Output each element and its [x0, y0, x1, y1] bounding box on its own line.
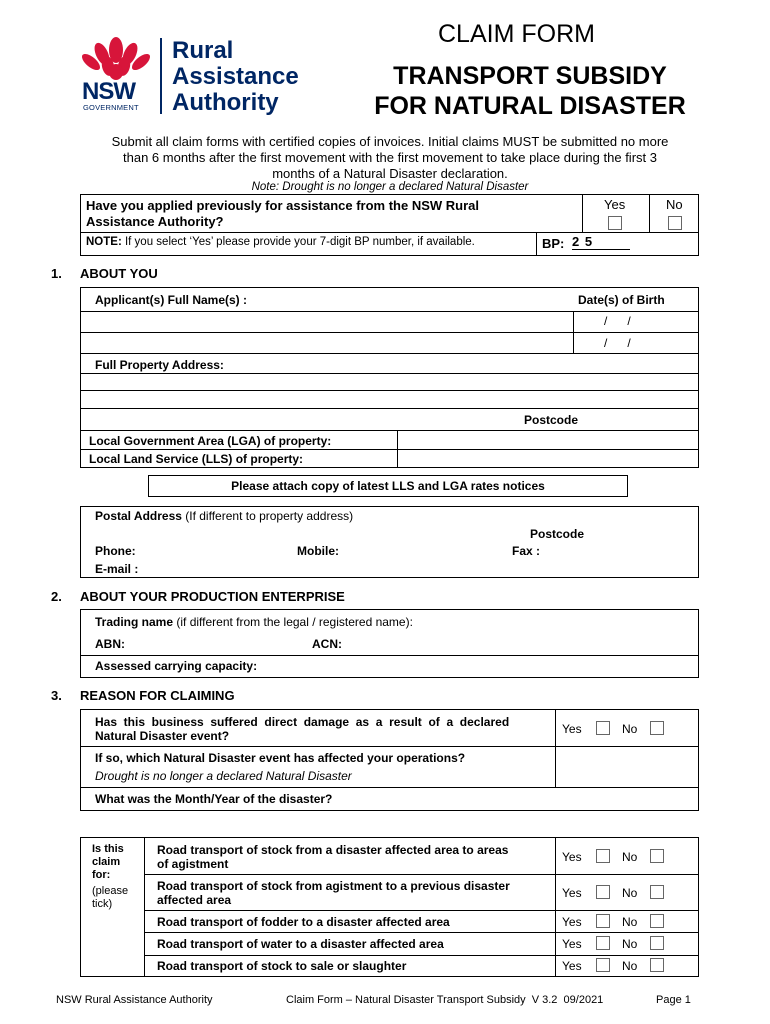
damage-question-line1: Has this business suffered direct damage as a result of a declared	[95, 715, 510, 729]
postal-postcode-label: Postcode	[530, 527, 585, 541]
footer-center: Claim Form – Natural Disaster Transport Subsidy V 3.2 09/2021	[286, 994, 604, 1006]
claim-item-3-yes-checkbox[interactable]	[596, 914, 610, 928]
property-postcode-field[interactable]	[584, 410, 696, 429]
claim-item-4-yes-checkbox[interactable]	[596, 936, 610, 950]
month-year-question: What was the Month/Year of the disaster?	[95, 792, 333, 806]
prior-note	[86, 236, 475, 248]
section-1-number: 1.	[51, 266, 62, 281]
claim-item-1-no-label: No	[622, 850, 638, 864]
claim-item-1-line2: of agistment	[157, 857, 229, 871]
damage-question-line2: Natural Disaster event?	[95, 729, 230, 743]
which-event-field[interactable]	[556, 747, 698, 787]
attach-notice-text: Please attach copy of latest LLS and LGA rates notices	[231, 479, 545, 493]
prior-no-checkbox[interactable]	[668, 216, 682, 230]
divider	[536, 232, 537, 256]
claim-item-3-no-label: No	[622, 915, 638, 929]
claim-item-4-yes-label: Yes	[562, 937, 582, 951]
trading-name-strong: Trading name	[95, 615, 174, 629]
claim-item-5-no-checkbox[interactable]	[650, 958, 664, 972]
drought-note: Drought is no longer a declared Natural Disaster	[95, 769, 352, 783]
form-title-line1: TRANSPORT SUBSIDY	[393, 62, 667, 90]
claim-item-1-yes-label: Yes	[562, 850, 582, 864]
claim-label-line1: Is this	[92, 843, 124, 855]
claim-type-label	[92, 843, 128, 911]
claim-item-3-yes-label: Yes	[562, 915, 582, 929]
claim-item-3-no-checkbox[interactable]	[650, 914, 664, 928]
divider	[555, 837, 556, 977]
divider	[582, 194, 583, 232]
applicant-name-label: Applicant(s) Full Name(s) :	[95, 293, 248, 307]
phone-label: Phone:	[95, 544, 136, 558]
postal-address-field[interactable]	[81, 524, 521, 542]
nsw-government-logo	[78, 36, 328, 116]
postal-label	[95, 509, 353, 523]
footer-page-number: Page 1	[656, 994, 691, 1006]
claim-item-1	[157, 843, 508, 871]
prior-question-line1: Have you applied previously for assistance from the NSW Rural	[86, 198, 479, 213]
postal-label-strong: Postal Address	[95, 509, 182, 523]
carrying-capacity-label: Assessed carrying capacity:	[95, 659, 258, 673]
logo-org-line3: Authority	[172, 89, 279, 116]
claim-label-line5: tick)	[92, 898, 113, 910]
lls-label: Local Land Service (LLS) of property:	[89, 452, 304, 466]
section-2-title: ABOUT YOUR PRODUCTION ENTERPRISE	[80, 589, 345, 604]
divider	[649, 194, 650, 232]
property-address-label: Full Property Address:	[95, 358, 224, 372]
divider	[80, 787, 699, 788]
claim-label-line4: (please	[92, 885, 129, 897]
property-postcode-label: Postcode	[524, 413, 579, 427]
property-address-field-1[interactable]	[81, 374, 698, 390]
acn-label: ACN:	[312, 637, 342, 651]
claim-item-1-yes-checkbox[interactable]	[596, 849, 610, 863]
claim-item-5: Road transport of stock to sale or slaughter	[157, 959, 407, 973]
claim-form-heading: CLAIM FORM	[438, 20, 595, 48]
prior-note-label: NOTE:	[86, 236, 122, 248]
lls-field[interactable]	[398, 450, 698, 467]
section-3-number: 3.	[51, 688, 62, 703]
mobile-label: Mobile:	[297, 544, 339, 558]
which-event-question: If so, which Natural Disaster event has affected your operations?	[95, 751, 466, 765]
divider	[144, 932, 699, 933]
damage-no-label: No	[622, 722, 638, 736]
logo-divider	[160, 38, 162, 114]
claim-item-1-line1: Road transport of stock from a disaster affected area to areas	[157, 843, 509, 857]
dob-label: Date(s) of Birth	[578, 293, 665, 307]
abn-label: ABN:	[95, 637, 125, 651]
intro-line2: than 6 months after the first movement with the first movement to take place during the first 3	[123, 150, 657, 165]
divider	[144, 910, 699, 911]
divider	[80, 232, 699, 233]
claim-item-4-no-label: No	[622, 937, 638, 951]
damage-no-checkbox[interactable]	[650, 721, 664, 735]
divider	[80, 655, 699, 656]
claim-item-5-yes-checkbox[interactable]	[596, 958, 610, 972]
form-title-line2: FOR NATURAL DISASTER	[374, 92, 686, 120]
damage-yes-label: Yes	[562, 722, 582, 736]
intro-line3: months of a Natural Disaster declaration.	[272, 166, 508, 181]
intro-note: Note: Drought is no longer a declared Natural Disaster	[251, 181, 529, 193]
claim-item-4: Road transport of water to a disaster affected area	[157, 937, 444, 951]
divider	[80, 408, 699, 409]
dob-field-1[interactable]: / /	[604, 314, 631, 328]
claim-item-2-no-label: No	[622, 886, 638, 900]
section-1-title: ABOUT YOU	[80, 266, 158, 281]
prior-yes-label: Yes	[604, 197, 626, 212]
lga-field[interactable]	[398, 431, 698, 449]
fax-label: Fax :	[512, 544, 541, 558]
claim-item-2-yes-checkbox[interactable]	[596, 885, 610, 899]
dob-field-2[interactable]: / /	[604, 336, 631, 350]
section-3-title: REASON FOR CLAIMING	[80, 688, 235, 703]
trading-name-hint: (if different from the legal / registered name):	[173, 615, 413, 629]
claim-item-2-line2: affected area	[157, 893, 232, 907]
property-address-field-2[interactable]	[81, 391, 698, 407]
email-label: E-mail :	[95, 562, 139, 576]
claim-item-5-no-label: No	[622, 959, 638, 973]
intro-line1: Submit all claim forms with certified copies of invoices. Initial claims MUST be submitted no more	[111, 134, 669, 149]
prior-no-label: No	[666, 197, 683, 212]
intro-text	[40, 134, 740, 182]
applicant-name-field-1[interactable]	[81, 312, 572, 332]
bp-number-field[interactable]	[572, 234, 630, 250]
claim-item-2-no-checkbox[interactable]	[650, 885, 664, 899]
logo-nsw: NSW	[82, 78, 135, 105]
waratah-icon	[80, 36, 152, 80]
claim-label-line2: claim	[92, 856, 121, 868]
logo-org-line1: Rural	[172, 37, 234, 64]
trading-name-label	[95, 615, 413, 629]
postal-label-hint: (If different to property address)	[181, 509, 354, 523]
divider	[144, 955, 699, 956]
divider	[80, 353, 699, 354]
bp-label: BP:	[542, 236, 565, 251]
prior-question-line2: Assistance Authority?	[86, 214, 224, 229]
claim-item-2	[157, 879, 510, 907]
claim-item-2-yes-label: Yes	[562, 886, 582, 900]
claim-label-line3: for:	[92, 869, 111, 881]
prior-note-text: If you select ‘Yes’ please provide your 7-digit BP number, if available.	[121, 236, 475, 248]
damage-yes-checkbox[interactable]	[596, 721, 610, 735]
divider	[144, 837, 145, 977]
divider	[573, 311, 574, 353]
logo-org-line2: Assistance	[172, 63, 299, 90]
claim-item-2-line1: Road transport of stock from agistment to a previous disaster	[157, 879, 510, 893]
divider	[144, 874, 699, 875]
section-2-number: 2.	[51, 589, 62, 604]
applicant-name-field-2[interactable]	[81, 333, 572, 353]
lga-label: Local Government Area (LGA) of property:	[89, 434, 332, 448]
prior-yes-checkbox[interactable]	[608, 216, 622, 230]
claim-item-3: Road transport of fodder to a disaster affected area	[157, 915, 450, 929]
bp-value: 2 5	[572, 234, 594, 249]
claim-item-4-no-checkbox[interactable]	[650, 936, 664, 950]
footer-left: NSW Rural Assistance Authority	[56, 994, 213, 1006]
claim-item-5-yes-label: Yes	[562, 959, 582, 973]
claim-item-1-no-checkbox[interactable]	[650, 849, 664, 863]
logo-government: GOVERNMENT	[83, 103, 139, 112]
